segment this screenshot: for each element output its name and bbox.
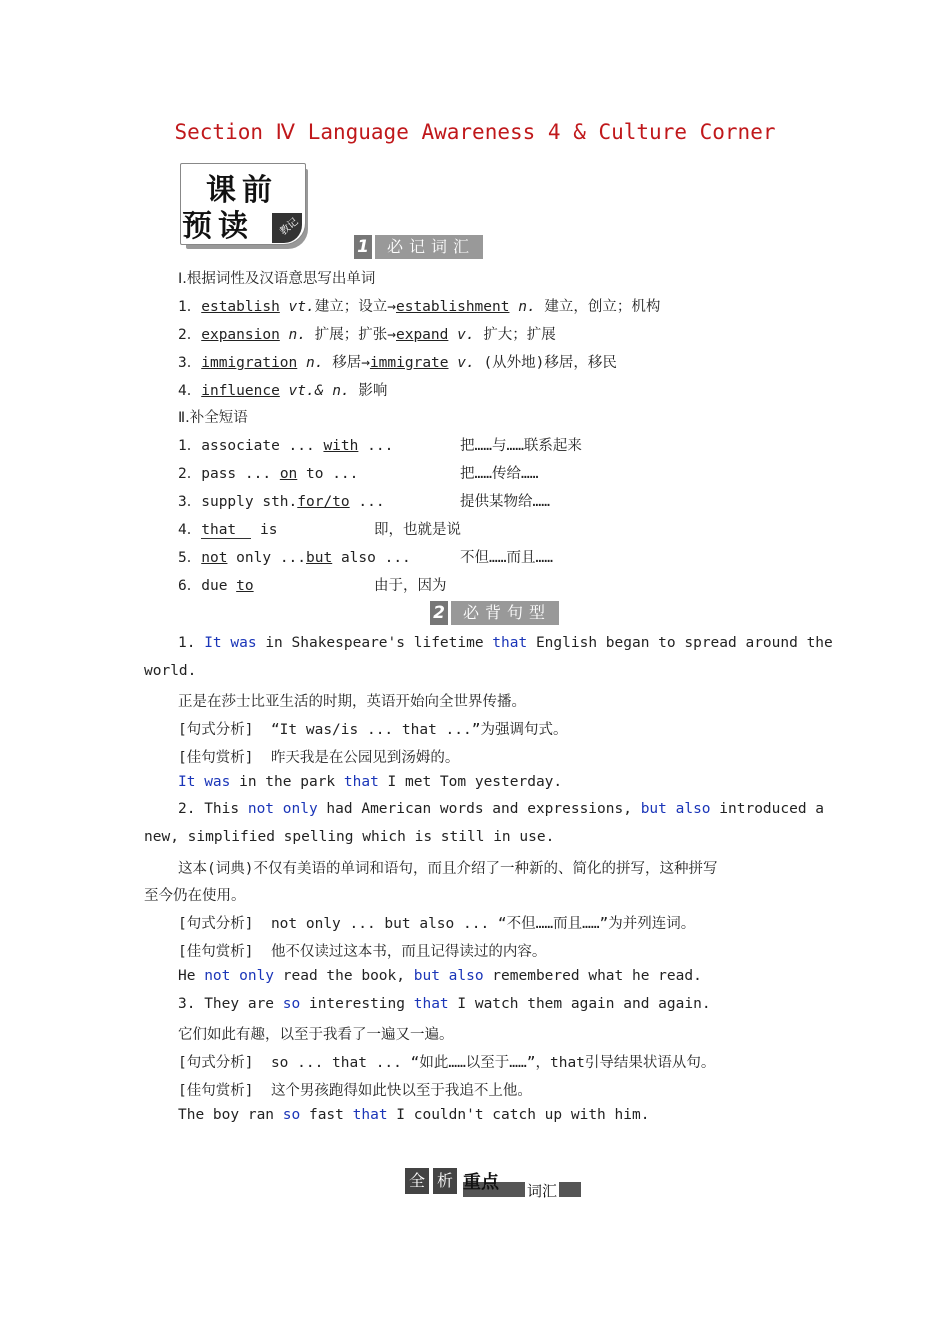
item-number: 3． xyxy=(178,355,202,371)
derived-meaning: (从外地)移居，移民 xyxy=(483,355,617,371)
sentence-text: 2. This xyxy=(178,801,248,817)
phrase-meaning: 不但……而且…… xyxy=(460,550,553,566)
part-of-speech: vt.& n. xyxy=(288,383,350,399)
phrase-meaning: 由于，因为 xyxy=(374,578,447,594)
derived-word: establishment xyxy=(395,299,510,315)
item-number: 3． xyxy=(178,494,202,510)
sentence-text: English began to spread around the xyxy=(527,635,833,651)
phrase-text: pass ... xyxy=(201,466,280,482)
banner-label: 必记词汇 xyxy=(375,235,483,259)
sentence2-line2: new, simplified spelling which is still in use. xyxy=(144,829,555,845)
phrase-answer: with xyxy=(323,438,359,454)
sentence1-line2: world. xyxy=(144,663,197,679)
logo-line1: 课前 xyxy=(206,173,278,208)
keyword: that xyxy=(352,1107,388,1123)
sentence3-example xyxy=(178,1107,649,1123)
phrase-item xyxy=(178,518,277,539)
meaning: 影响 xyxy=(358,383,388,399)
example-translation: 这个男孩跑得如此快以至于我追不上他。 xyxy=(270,1083,532,1099)
meaning: 移居→ xyxy=(332,355,370,371)
analysis-label: [句式分析] xyxy=(178,916,254,932)
banner-label: 必背句型 xyxy=(451,601,559,625)
phrase-answer: for/to xyxy=(297,494,350,510)
phrase-text: only ... xyxy=(227,550,307,566)
derived-pos: n. xyxy=(518,299,536,315)
example-label: [佳句赏析] xyxy=(178,750,254,766)
logo-corner-text: 教记 xyxy=(278,216,301,238)
keyword: It was xyxy=(204,635,257,651)
example-translation: 他不仅读过这本书，而且记得读过的内容。 xyxy=(270,944,547,960)
item-number: 2． xyxy=(178,466,202,482)
phrase-text: associate ... xyxy=(201,438,324,454)
item-number: 6． xyxy=(178,578,202,594)
phrase-answer: on xyxy=(279,466,298,482)
vocab-item xyxy=(178,351,617,372)
phrase-item xyxy=(178,434,393,455)
vocab-item xyxy=(178,323,556,344)
keyword: but also xyxy=(640,801,711,817)
sentence2-translation-cont: 至今仍在使用。 xyxy=(144,888,246,904)
vocab-item xyxy=(178,379,387,400)
example-text: fast xyxy=(300,1107,353,1123)
answer-word: establish xyxy=(201,299,280,315)
phrase-meaning: 把……传给…… xyxy=(460,466,539,482)
key-vocab-banner xyxy=(405,1168,580,1204)
sentence1-line1 xyxy=(178,635,833,651)
banner-number: 2 xyxy=(430,601,448,625)
phrase-text: also ... xyxy=(332,550,411,566)
item-number: 4． xyxy=(178,383,202,399)
sentence-text: had American words and expressions, xyxy=(317,801,641,817)
section-banner-vocab xyxy=(354,235,483,259)
part2-heading: Ⅱ.补全短语 xyxy=(178,410,248,426)
phrase-text: ... xyxy=(358,438,394,454)
keyword: It was xyxy=(178,774,231,790)
derived-pos: v. xyxy=(457,327,475,343)
sentence3-example-label xyxy=(178,1079,532,1100)
banner-char: 全 xyxy=(405,1168,429,1194)
example-label: [佳句赏析] xyxy=(178,944,254,960)
sentence3-translation: 它们如此有趣，以至于我看了一遍又一遍。 xyxy=(178,1027,454,1043)
sentence-text: in Shakespeare's lifetime xyxy=(256,635,493,651)
derived-pos: v. xyxy=(457,355,475,371)
phrase-meaning: 即，也就是说 xyxy=(374,522,461,538)
part-of-speech: n. xyxy=(288,327,307,343)
keyword: not only xyxy=(204,968,275,984)
phrase-item xyxy=(178,574,254,595)
answer-word: immigration xyxy=(201,355,298,371)
analysis-text: “It was/is ... that ...”为强调句式。 xyxy=(270,722,568,738)
phrase-text: ... xyxy=(349,494,385,510)
derived-word: immigrate xyxy=(369,355,449,371)
logo-line2: 预读 xyxy=(182,209,254,244)
item-number: 1． xyxy=(178,438,202,454)
analysis-label: [句式分析] xyxy=(178,1055,254,1071)
phrase-answer: to xyxy=(236,578,254,594)
example-text: in the park xyxy=(230,774,344,790)
title-section-number: Section Ⅳ xyxy=(174,120,296,144)
derived-word: expand xyxy=(395,327,449,343)
example-translation: 昨天我是在公园见到汤姆的。 xyxy=(270,750,460,766)
sentence3-analysis xyxy=(178,1051,715,1072)
answer-word: expansion xyxy=(201,327,280,343)
keyword: so xyxy=(282,1107,301,1123)
banner-subtitle: 词汇 xyxy=(527,1182,558,1200)
keyword: that xyxy=(492,635,528,651)
sentence1-analysis xyxy=(178,718,567,739)
page-title xyxy=(0,120,950,144)
sentence2-example-label xyxy=(178,940,546,961)
keyword: that xyxy=(413,996,449,1012)
part1-heading: Ⅰ.根据词性及汉语意思写出单词 xyxy=(178,271,376,287)
example-text: read the book, xyxy=(274,968,414,984)
sentence1-example-label xyxy=(178,746,459,767)
example-text: remembered what he read. xyxy=(483,968,702,984)
sentence-text: 3. They are xyxy=(178,996,283,1012)
phrase-answer: but xyxy=(306,550,333,566)
keyword: not only xyxy=(247,801,318,817)
sentence1-example xyxy=(178,774,562,790)
phrase-item xyxy=(178,462,358,483)
sentence-text: interesting xyxy=(300,996,414,1012)
phrase-meaning: 提供某物给…… xyxy=(460,494,550,510)
preview-logo xyxy=(180,163,310,251)
banner-emphasis: 重点 xyxy=(463,1172,499,1193)
phrase-text: is xyxy=(251,522,278,538)
keyword: so xyxy=(282,996,301,1012)
item-number: 1． xyxy=(178,299,202,315)
phrase-text: to ... xyxy=(297,466,359,482)
example-text: I met Tom yesterday. xyxy=(378,774,563,790)
sentence2-analysis xyxy=(178,912,695,933)
phrase-meaning: 把……与……联系起来 xyxy=(460,438,582,454)
analysis-text: not only ... but also ... “不但……而且……”为并列连词。 xyxy=(270,916,696,932)
vocab-item xyxy=(178,295,660,316)
sentence-text: I watch them again and again. xyxy=(448,996,711,1012)
section-banner-sentences xyxy=(430,601,559,625)
example-label: [佳句赏析] xyxy=(178,1083,254,1099)
sentence3-line1 xyxy=(178,996,711,1012)
sentence2-translation: 这本(词典)不仅有美语的单词和语句，而且介绍了一种新的、简化的拼写，这种拼写 xyxy=(178,861,718,877)
phrase-answer: not xyxy=(201,550,228,566)
meaning: 扩展；扩张→ xyxy=(314,327,396,343)
example-text: The boy ran xyxy=(178,1107,283,1123)
phrase-item xyxy=(178,490,385,511)
title-text: Language Awareness 4 & Culture Corner xyxy=(307,120,776,144)
answer-word: influence xyxy=(201,383,280,399)
item-number: 4． xyxy=(178,522,202,538)
phrase-blank xyxy=(201,522,251,539)
sentence2-example xyxy=(178,968,702,984)
item-number: 5． xyxy=(178,550,202,566)
phrase-text: supply sth. xyxy=(201,494,298,510)
sentence1-translation: 正是在莎士比亚生活的时期，英语开始向全世界传播。 xyxy=(178,694,526,710)
part-of-speech: n. xyxy=(306,355,324,371)
analysis-text: so ... that ... “如此……以至于……”，that引导结果状语从句。 xyxy=(270,1055,716,1071)
derived-meaning: 扩大；扩展 xyxy=(483,327,556,343)
phrase-item xyxy=(178,546,411,567)
phrase-answer: that xyxy=(201,522,237,538)
phrase-text: due xyxy=(201,578,237,594)
sentence-number: 1. xyxy=(178,635,205,651)
keyword: but also xyxy=(413,968,484,984)
keyword: that xyxy=(343,774,379,790)
example-text: He xyxy=(178,968,205,984)
banner-number: 1 xyxy=(354,235,372,259)
item-number: 2． xyxy=(178,327,202,343)
banner-char: 析 xyxy=(433,1168,457,1194)
meaning: 建立；设立→ xyxy=(314,299,396,315)
sentence2-line1 xyxy=(178,801,824,817)
derived-meaning: 建立，创立；机构 xyxy=(544,299,661,315)
analysis-label: [句式分析] xyxy=(178,722,254,738)
part-of-speech: vt. xyxy=(288,299,315,315)
sentence-text: introduced a xyxy=(710,801,825,817)
example-text: I couldn't catch up with him. xyxy=(387,1107,650,1123)
